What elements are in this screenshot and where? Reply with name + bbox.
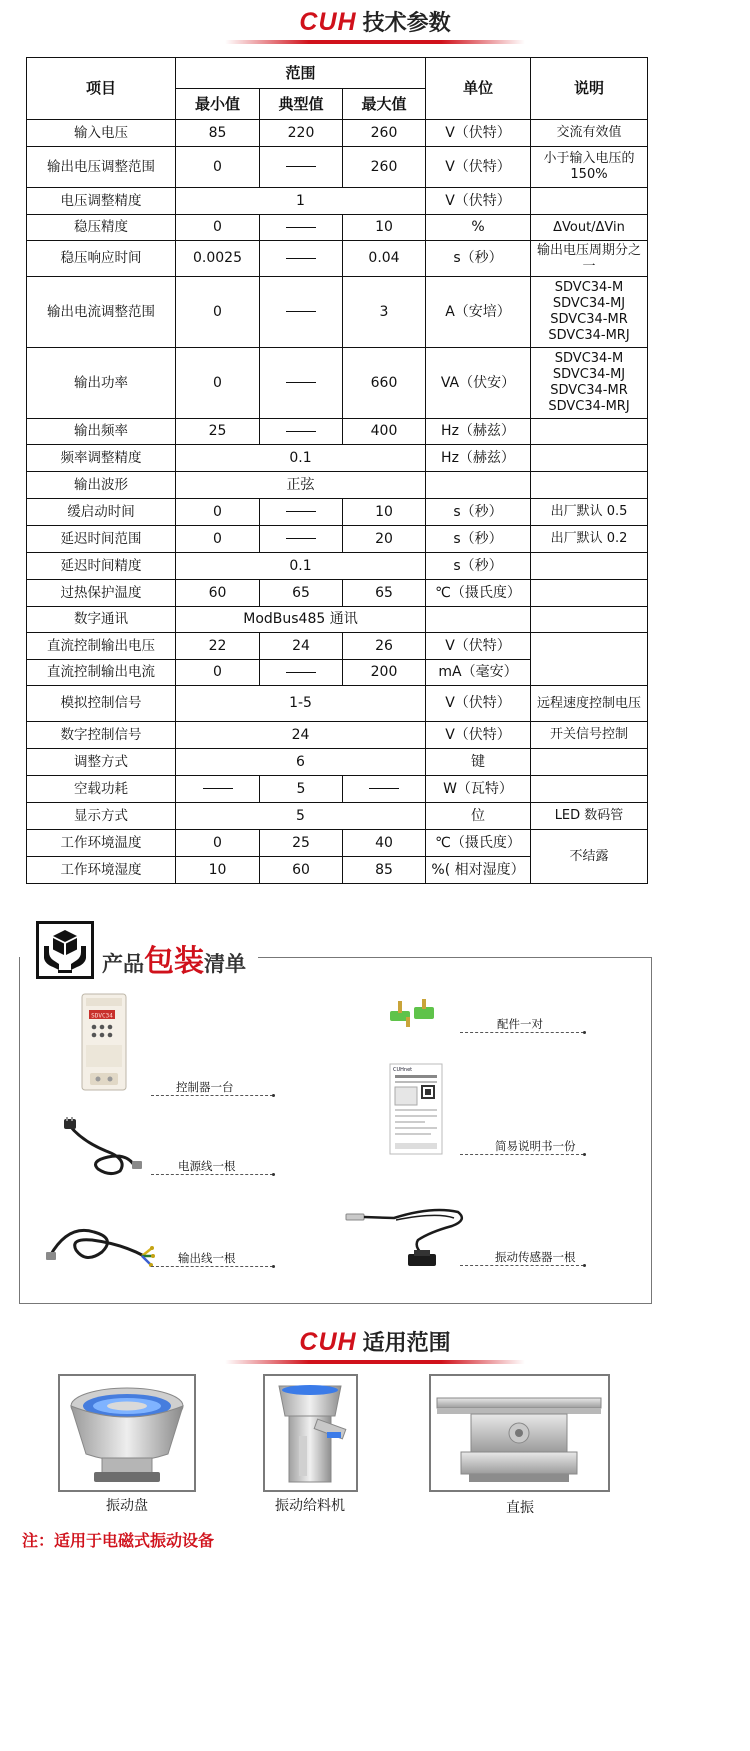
- spec-cell: 10: [176, 857, 260, 884]
- spec-unit: A（安培）: [426, 277, 531, 348]
- spec-cell: 0.04: [343, 241, 426, 277]
- header-note: 说明: [531, 58, 648, 120]
- spec-param-name: 显示方式: [27, 803, 176, 830]
- spec-cell: 25: [176, 419, 260, 445]
- spec-unit: V（伏特）: [426, 120, 531, 147]
- spec-param-name: 数字控制信号: [27, 722, 176, 749]
- spec-param-name: 电压调整精度: [27, 188, 176, 215]
- empty-dash-cell: [176, 776, 260, 803]
- empty-dash-cell: [260, 215, 343, 241]
- spec-row: [27, 633, 648, 660]
- item-leader-line: [460, 1265, 584, 1266]
- dash-mark: [286, 166, 316, 167]
- spec-unit: [426, 607, 531, 633]
- spec-unit: W（瓦特）: [426, 776, 531, 803]
- spec-row: [27, 445, 648, 472]
- spec-note: 输出电压周期分之一: [531, 241, 648, 277]
- spec-param-name: 延迟时间精度: [27, 553, 176, 580]
- item-label-power-cable: 电源线一根: [178, 1159, 236, 1173]
- empty-dash-cell: [260, 660, 343, 686]
- spec-row: [27, 722, 648, 749]
- spec-cell: 260: [343, 120, 426, 147]
- packing-frame-top: [258, 957, 652, 958]
- power-cable-image: [62, 1117, 144, 1179]
- spec-cell: 40: [343, 830, 426, 857]
- spec-param-name: 直流控制输出电压: [27, 633, 176, 660]
- header-unit: 单位: [426, 58, 531, 120]
- spec-param-name: 缓启动时间: [27, 499, 176, 526]
- spec-cell: 20: [343, 526, 426, 553]
- header-range: 范围: [176, 58, 426, 89]
- spec-range-value: 正弦: [176, 472, 426, 499]
- item-leader-line: [151, 1095, 273, 1096]
- dash-mark: [286, 672, 316, 673]
- spec-param-name: 数字通讯: [27, 607, 176, 633]
- sensor-image: [344, 1200, 470, 1272]
- spec-cell: 24: [260, 633, 343, 660]
- item-leader-dot: [583, 1031, 586, 1034]
- spec-note: [531, 776, 648, 803]
- packing-title-part1: 产品: [102, 952, 144, 976]
- spec-cell: 60: [260, 857, 343, 884]
- spec-cell: 3: [343, 277, 426, 348]
- manual-image: [389, 1063, 443, 1155]
- spec-param-name: 输出波形: [27, 472, 176, 499]
- dash-mark: [203, 788, 233, 789]
- spec-cell: 0.0025: [176, 241, 260, 277]
- spec-unit: mA（毫安）: [426, 660, 531, 686]
- dash-mark: [286, 311, 316, 312]
- dash-mark: [286, 258, 316, 259]
- spec-cell: 0: [176, 526, 260, 553]
- controller-image: [80, 993, 128, 1093]
- item-leader-dot: [272, 1265, 275, 1268]
- dash-mark: [286, 227, 316, 228]
- spec-note: 远程速度控制电压: [531, 686, 648, 722]
- spec-row: [27, 499, 648, 526]
- empty-dash-cell: [260, 241, 343, 277]
- title-underline: [225, 1360, 525, 1364]
- spec-cell: 0: [176, 830, 260, 857]
- spec-row: [27, 147, 648, 188]
- item-leader-line: [151, 1174, 273, 1175]
- item-label-sensor: 振动传感器一根: [495, 1250, 576, 1264]
- spec-unit: ℃（摄氏度）: [426, 580, 531, 607]
- spec-unit: s（秒）: [426, 553, 531, 580]
- item-leader-line: [460, 1154, 584, 1155]
- header-item: 项目: [27, 58, 176, 120]
- spec-note: 不结露: [531, 830, 648, 884]
- spec-param-name: 输入电压: [27, 120, 176, 147]
- packing-title-part3: 清单: [204, 952, 246, 976]
- controller-screen: SDVC34: [91, 1012, 113, 1020]
- spec-range-value: 1: [176, 188, 426, 215]
- manual-brand: CUHnet: [393, 1067, 413, 1073]
- vibration-feeder-image: [263, 1374, 358, 1492]
- spec-range-value: ModBus485 通讯: [176, 607, 426, 633]
- spec-unit: VA（伏安）: [426, 348, 531, 419]
- item-leader-line: [460, 1032, 584, 1033]
- spec-cell: 60: [176, 580, 260, 607]
- spec-cell: 10: [343, 499, 426, 526]
- spec-unit: s（秒）: [426, 526, 531, 553]
- item-leader-dot: [272, 1094, 275, 1097]
- spec-row: [27, 553, 648, 580]
- spec-note: SDVC34-M SDVC34-MJ SDVC34-MR SDVC34-MRJ: [531, 277, 648, 348]
- empty-dash-cell: [260, 277, 343, 348]
- spec-range-value: 6: [176, 749, 426, 776]
- spec-row: [27, 749, 648, 776]
- spec-cell: 400: [343, 419, 426, 445]
- spec-cell: 0: [176, 660, 260, 686]
- header-typ: 典型值: [260, 89, 343, 120]
- spec-param-name: 输出电压调整范围: [27, 147, 176, 188]
- spec-note: 出厂默认 0.5: [531, 499, 648, 526]
- spec-row: [27, 526, 648, 553]
- spec-row: [27, 419, 648, 445]
- spec-range-value: 0.1: [176, 445, 426, 472]
- spec-unit: 位: [426, 803, 531, 830]
- spec-cell: 0: [176, 147, 260, 188]
- spec-note: [531, 188, 648, 215]
- item-leader-dot: [583, 1264, 586, 1267]
- spec-param-name: 延迟时间范围: [27, 526, 176, 553]
- application-caption: 直振: [506, 1500, 534, 1516]
- spec-row: [27, 120, 648, 147]
- spec-param-name: 模拟控制信号: [27, 686, 176, 722]
- spec-unit: %( 相对湿度）: [426, 857, 531, 884]
- title-underline: [225, 40, 525, 44]
- spec-unit: V（伏特）: [426, 633, 531, 660]
- spec-param-name: 输出功率: [27, 348, 176, 419]
- spec-param-name: 直流控制输出电流: [27, 660, 176, 686]
- spec-unit: V（伏特）: [426, 188, 531, 215]
- dash-mark: [369, 788, 399, 789]
- application-caption: 振动盘: [106, 1498, 148, 1514]
- brand-logo: CUH: [299, 1328, 357, 1356]
- spec-cell: 5: [260, 776, 343, 803]
- output-cable-image: [46, 1218, 156, 1272]
- spec-unit: V（伏特）: [426, 686, 531, 722]
- application-title: 适用范围: [362, 1331, 451, 1356]
- empty-dash-cell: [343, 776, 426, 803]
- spec-param-name: 输出电流调整范围: [27, 277, 176, 348]
- spec-param-name: 调整方式: [27, 749, 176, 776]
- spec-row: [27, 215, 648, 241]
- spec-note: [531, 580, 648, 607]
- spec-note: LED 数码管: [531, 803, 648, 830]
- spec-row: [27, 803, 648, 830]
- spec-cell: 0: [176, 215, 260, 241]
- item-leader-dot: [583, 1153, 586, 1156]
- spec-section-title: [0, 6, 750, 37]
- spec-param-name: 稳压响应时间: [27, 241, 176, 277]
- item-leader-line: [151, 1266, 273, 1267]
- application-note: 注：适用于电磁式振动设备: [22, 1531, 215, 1550]
- spec-param-name: 过热保护温度: [27, 580, 176, 607]
- spec-cell: 220: [260, 120, 343, 147]
- spec-unit: Hz（赫兹）: [426, 445, 531, 472]
- spec-cell: 85: [343, 857, 426, 884]
- spec-note: [531, 472, 648, 499]
- spec-note: [531, 607, 648, 633]
- item-leader-dot: [272, 1173, 275, 1176]
- empty-dash-cell: [260, 348, 343, 419]
- spec-note: [531, 445, 648, 472]
- spec-cell: 200: [343, 660, 426, 686]
- dash-mark: [286, 538, 316, 539]
- brand-logo: CUH: [299, 8, 357, 36]
- spec-note: ΔVout/ΔVin: [531, 215, 648, 241]
- spec-note: 小于输入电压的150%: [531, 147, 648, 188]
- spec-unit: V（伏特）: [426, 722, 531, 749]
- empty-dash-cell: [260, 147, 343, 188]
- empty-dash-cell: [260, 419, 343, 445]
- spec-cell: 65: [343, 580, 426, 607]
- spec-note: [531, 633, 648, 686]
- spec-title: 技术参数: [362, 11, 451, 36]
- spec-cell: 85: [176, 120, 260, 147]
- spec-unit: ℃（摄氏度）: [426, 830, 531, 857]
- spec-note: [531, 749, 648, 776]
- spec-cell: 26: [343, 633, 426, 660]
- header-max: 最大值: [343, 89, 426, 120]
- spec-unit: V（伏特）: [426, 147, 531, 188]
- spec-note: 开关信号控制: [531, 722, 648, 749]
- spec-unit: %: [426, 215, 531, 241]
- header-min: 最小值: [176, 89, 260, 120]
- spec-param-name: 输出频率: [27, 419, 176, 445]
- spec-cell: 260: [343, 147, 426, 188]
- spec-param-name: 稳压精度: [27, 215, 176, 241]
- item-label-accessories: 配件一对: [497, 1017, 543, 1031]
- spec-note: 交流有效值: [531, 120, 648, 147]
- spec-range-value: 1-5: [176, 686, 426, 722]
- spec-param-name: 空载功耗: [27, 776, 176, 803]
- spec-unit: 键: [426, 749, 531, 776]
- empty-dash-cell: [260, 499, 343, 526]
- spec-row: [27, 686, 648, 722]
- dash-mark: [286, 382, 316, 383]
- spec-unit: [426, 472, 531, 499]
- spec-range-value: 5: [176, 803, 426, 830]
- spec-row: [27, 348, 648, 419]
- spec-cell: 0: [176, 348, 260, 419]
- spec-param-name: 频率调整精度: [27, 445, 176, 472]
- spec-cell: 65: [260, 580, 343, 607]
- spec-unit: s（秒）: [426, 241, 531, 277]
- spec-param-name: 工作环境湿度: [27, 857, 176, 884]
- spec-note: SDVC34-M SDVC34-MJ SDVC34-MR SDVC34-MRJ: [531, 348, 648, 419]
- item-label-controller: 控制器一台: [176, 1080, 234, 1094]
- spec-row: [27, 776, 648, 803]
- vibration-bowl-image: [58, 1374, 196, 1492]
- spec-cell: 0: [176, 277, 260, 348]
- dash-mark: [286, 431, 316, 432]
- spec-row: [27, 830, 648, 857]
- accessories-image: [388, 997, 436, 1031]
- spec-cell: 10: [343, 215, 426, 241]
- spec-unit: Hz（赫兹）: [426, 419, 531, 445]
- spec-param-name: 工作环境温度: [27, 830, 176, 857]
- spec-cell: 25: [260, 830, 343, 857]
- spec-row: [27, 241, 648, 277]
- spec-note: [531, 419, 648, 445]
- spec-row: [27, 607, 648, 633]
- item-label-output-cable: 输出线一根: [178, 1251, 236, 1265]
- spec-note: 出厂默认 0.2: [531, 526, 648, 553]
- spec-row: [27, 277, 648, 348]
- spec-cell: 660: [343, 348, 426, 419]
- spec-row: [27, 472, 648, 499]
- application-caption: 振动给料机: [275, 1498, 345, 1514]
- item-label-manual: 简易说明书一份: [495, 1139, 576, 1153]
- spec-row: [27, 188, 648, 215]
- spec-note: [531, 553, 648, 580]
- spec-unit: s（秒）: [426, 499, 531, 526]
- application-section-title: [0, 1326, 750, 1357]
- spec-cell: 0: [176, 499, 260, 526]
- empty-dash-cell: [260, 526, 343, 553]
- dash-mark: [286, 511, 316, 512]
- spec-cell: 22: [176, 633, 260, 660]
- spec-row: [27, 580, 648, 607]
- linear-vibrator-image: [429, 1374, 610, 1492]
- spec-table: [26, 57, 648, 884]
- packing-title-highlight: 包装: [144, 944, 204, 979]
- spec-range-value: 24: [176, 722, 426, 749]
- spec-range-value: 0.1: [176, 553, 426, 580]
